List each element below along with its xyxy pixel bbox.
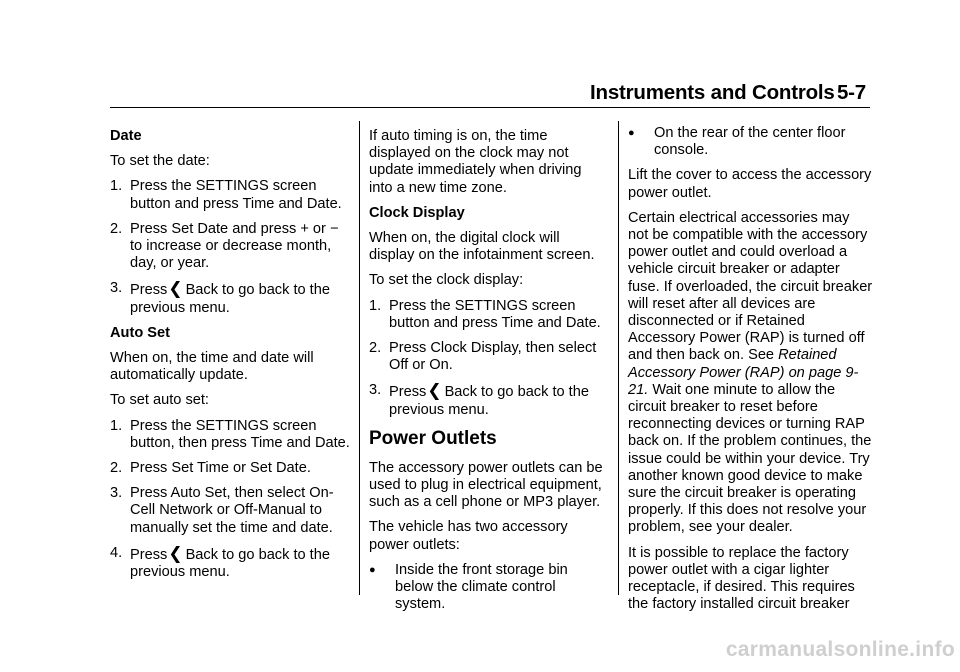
compatibility-paragraph: Certain electrical accessories may not be compatible with the accessory power outlet and could overload a vehicle circuit breaker or adapter fuse. If overloaded, the circuit breaker will reset after all devices are disconnected or if Retained Accessory Power (RAP) is turned off and then back on. See Retained Accessory Power (RAP) on page 9-21. Wait one minute to allow the circuit breaker to reset before reconnecting devices or turning RAP back on. If the problem continues, the issue could be within your device. Try another known good device to make sure the circuit breaker is operating properly. If this does not resolve your problem, see your dealer. [628,209,873,536]
auto-set-steps [110,418,350,582]
page-header [590,81,870,107]
list-item: 2. Press Set Date and press + or − to increase or decrease month, day, or year. [110,220,339,272]
list-item: ● Inside the front storage bin below the climate control system. [369,561,568,613]
auto-set-intro: To set auto set: [110,392,209,409]
clock-display-intro: To set the clock display: [369,272,524,289]
bullet-icon: ● [369,563,376,576]
power-outlets-paragraph: The accessory power outlets can be used to plug in electrical equipment, such as a cell phone or MP3 player. [369,459,603,511]
list-item: 3. Press❮ Back to go back to the previous menu. [110,279,330,316]
cross-reference-link[interactable]: Retained Accessory Power (RAP) on page 9-21. [628,347,859,398]
power-outlets-count-paragraph: The vehicle has two accessory power outlets: [369,519,568,553]
date-steps [110,178,350,316]
list-item: 1. Press the SETTINGS screen button and press Time and Date. [369,297,601,331]
back-chevron-icon: ❮ [168,543,183,563]
list-item: 1. Press the SETTINGS screen button, then press Time and Date. [110,417,350,451]
power-outlets-heading: Power Outlets [369,427,497,449]
auto-set-paragraph: When on, the time and date will automatically update. [110,350,314,384]
list-item: 3. Press❮ Back to go back to the previous menu. [369,381,589,418]
date-intro: To set the date: [110,153,210,170]
clock-display-heading: Clock Display [369,204,465,221]
list-item: 4. Press❮ Back to go back to the previous menu. [110,543,330,581]
section-title: Instruments and Controls [590,81,835,104]
auto-set-heading: Auto Set [110,324,170,341]
lift-cover-paragraph: Lift the cover to access the accessory power outlet. [628,167,872,201]
outlet-list [369,562,609,614]
outlet-list-continued [628,125,873,159]
back-chevron-icon: ❮ [427,381,442,401]
list-item: 1. Press the SETTINGS screen button and press Time and Date. [110,178,342,212]
clock-display-steps [369,298,609,419]
clock-display-paragraph: When on, the digital clock will display on the infotainment screen. [369,230,595,264]
list-item: ● On the rear of the center floor console. [628,125,846,159]
column-divider-1 [359,121,360,595]
column-2 [369,128,609,621]
back-chevron-icon: ❮ [168,279,183,299]
header-rule [110,107,870,108]
column-divider-2 [618,121,619,595]
auto-timing-paragraph: If auto timing is on, the time displayed on the clock may not update immediately when driving into a new time zone. [369,128,582,196]
column-1 [110,128,350,589]
replace-outlet-paragraph: It is possible to replace the factory power outlet with a cigar lighter receptacle, if desired. This requires the factory installed circuit breaker [628,544,855,613]
page-number: 5-7 [836,81,866,104]
column-3 [628,125,873,621]
watermark-logo: carmanualsonline.info [725,638,955,661]
list-item: 2. Press Clock Display, then select Off or On. [369,340,597,374]
bullet-icon: ● [628,127,635,139]
date-heading: Date [110,128,142,144]
list-item: 2. Press Set Time or Set Date. [110,460,311,477]
list-item: 3. Press Auto Set, then select On-Cell Network or Off-Manual to manually set the time and date. [110,485,334,536]
